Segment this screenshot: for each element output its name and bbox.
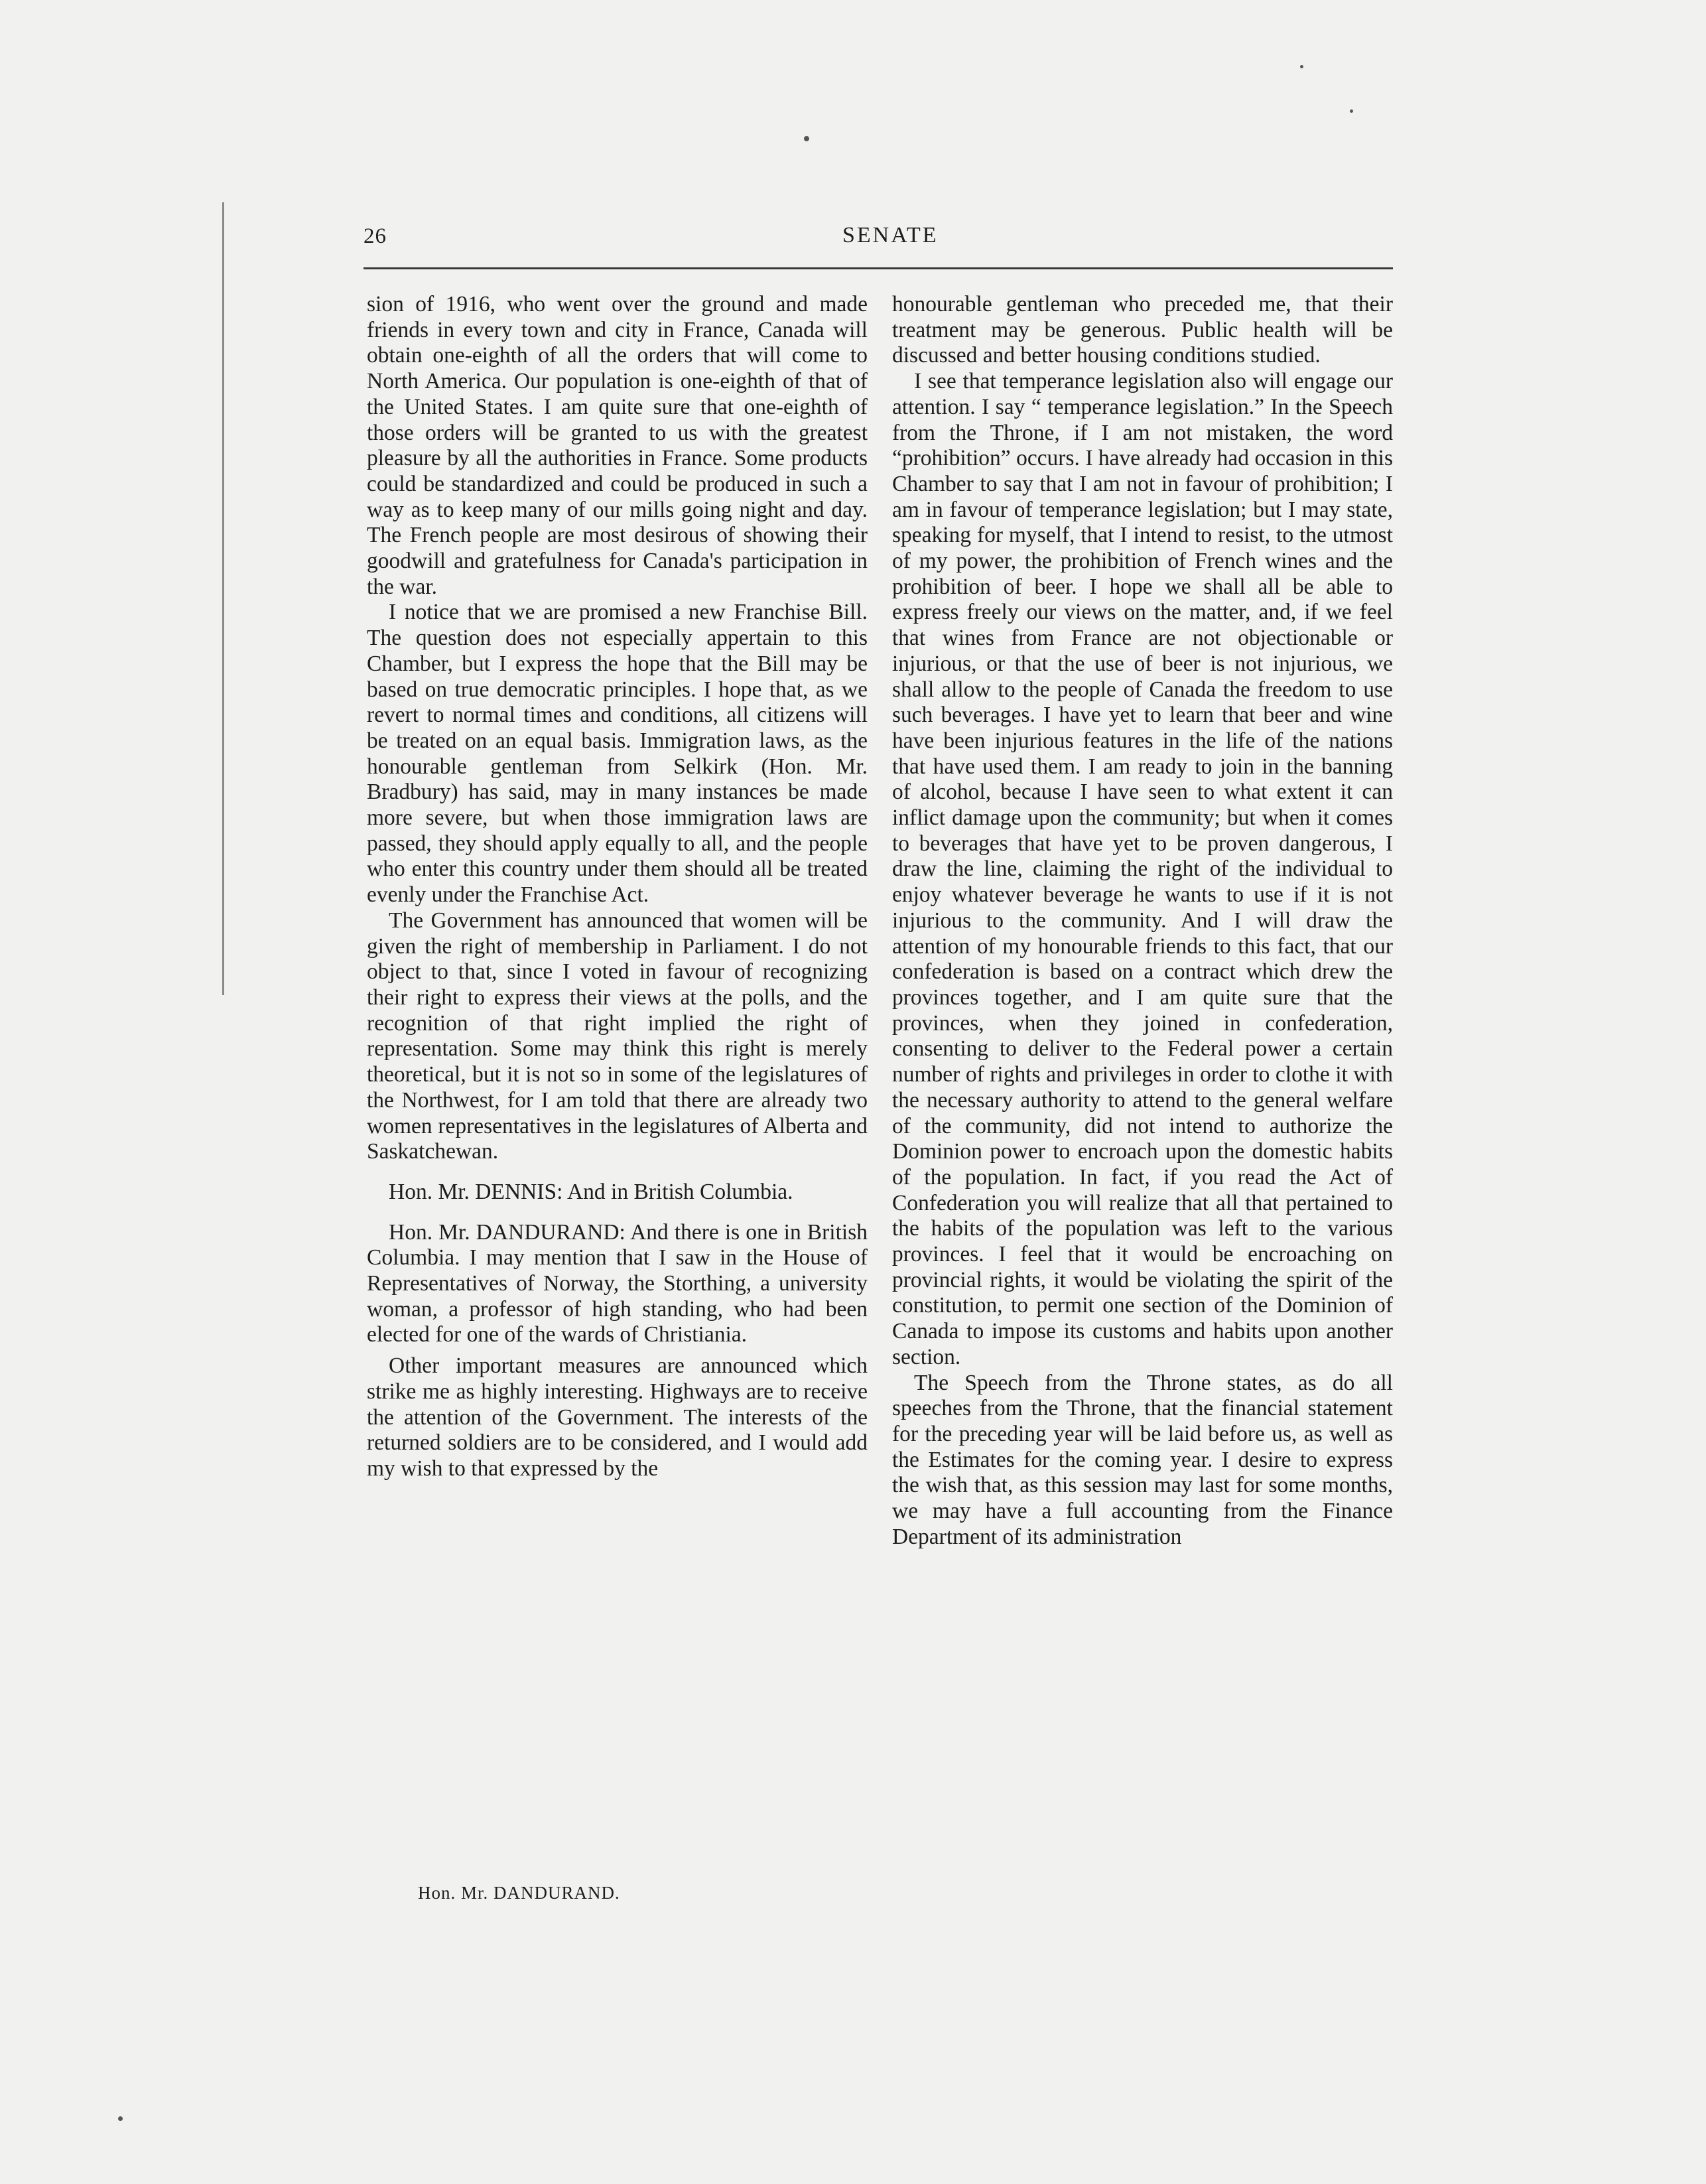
paragraph: Other important measures are announced which strike me as highly interesting. Highways are to receive the attention of the Government. The interests of the returned soldiers are to be considered, and I would add my wish to that expressed by the xyxy=(367,1353,868,1481)
scan-speck xyxy=(118,2116,123,2121)
running-head: SENATE xyxy=(842,223,939,247)
paragraph: The Speech from the Throne states, as do all speeches from the Throne, that the financial statement for the preceding year will be laid before us, as well as the Estimates for the coming year. I desire to express the wish that, as this session may last for some months, we may have a full accounting from the Finance Department of its administration xyxy=(892,1370,1393,1549)
footer-speaker-name: Hon. Mr. DANDURAND. xyxy=(418,1883,620,1903)
left-column xyxy=(367,292,868,1482)
binding-margin-line xyxy=(222,202,224,995)
paragraph: Hon. Mr. DANDURAND: And there is one in British Columbia. I may mention that I saw in the House of Representatives of Norway, the Storthing, a university woman, a professor of high standing, who had been elected for one of the wards of Christiania. xyxy=(367,1219,868,1347)
header-rule xyxy=(363,267,1393,269)
paragraph: I see that temperance legislation also will engage our attention. I say “ temperance legislation.” In the Speech from the Throne, if I am not mistaken, the word “prohibition” occurs. I have already had occasion in this Chamber to say that I am not in favour of prohibition; I am in favour of temperance legislation; but I may state, speaking for myself, that I intend to resist, to the utmost of my power, the prohibition of French wines and the prohibition of beer. I hope we shall all be able to express freely our views on the matter, and, if we feel that wines from France are not objectionable or injurious, or that the use of beer is not injurious, we shall allow to the people of Canada the freedom to use such beverages. I have yet to learn that beer and wine have been injurious features in the life of the nations that have used them. I am ready to join in the banning of alcohol, because I have seen to what extent it can inflict damage upon the community; but when it comes to beverages that have yet to be proven dangerous, I draw the line, claiming the right of the individual to enjoy whatever beverage he wants to use if it is not injurious to the community. And I will draw the attention of my honourable friends to this fact, that our confederation is based on a contract which drew the provinces together, and I am quite sure that the provinces, when they joined in confederation, consenting to deliver to the Federal power a certain number of rights and privileges in order to clothe it with the necessary authority to attend to the general welfare of the community, did not intend to authorize the Dominion power to encroach upon the domestic habits of the population. In fact, if you read the Act of Confederation you will realize that all that pertained to the habits of the population was left to the various provinces. I feel that it would be encroaching on provincial rights, it would be violating the spirit of the constitution, to permit one section of the Dominion of Canada to impose its customs and habits upon another section. xyxy=(892,369,1393,1369)
paragraph: I notice that we are promised a new Franchise Bill. The question does not especially appertain to this Chamber, but I express the hope that the Bill may be based on true democratic principles. I hope that, as we revert to normal times and conditions, all citizens will be treated on an equal basis. Immigration laws, as the honourable gentleman from Selkirk (Hon. Mr. Bradbury) has said, may in many instances be made more severe, but when those immigration laws are passed, they should apply equally to all, and the people who enter this country under them should all be treated evenly under the Franchise Act. xyxy=(367,600,868,908)
paragraph: The Government has announced that women will be given the right of membership in Parliament. I do not object to that, since I voted in favour of recognizing their right to express their views at the polls, and the recognition of that right implied the right of representation. Some may think this right is merely theoretical, but it is not so in some of the legislatures of the Northwest, for I am told that there are already two women representatives in the legislatures of Alberta and Saskatchewan. xyxy=(367,908,868,1164)
right-column xyxy=(892,292,1393,1550)
scan-speck xyxy=(1300,65,1303,68)
paragraph: sion of 1916, who went over the ground and made friends in every town and city in France, Canada will obtain one-eighth of all the orders that will come to North America. Our population is one-eighth of that of the United States. I am quite sure that one-eighth of those orders will be granted to us with the greatest pleasure by all the authorities in France. Some products could be standardized and could be produced in such a way as to keep many of our mills going night and day. The French people are most desirous of showing their goodwill and gratefulness for Canada's participation in the war. xyxy=(367,292,868,599)
paragraph: honourable gentleman who preceded me, that their treatment may be generous. Public health will be discussed and better housing conditions studied. xyxy=(892,292,1393,368)
speaker-interjection: Hon. Mr. DENNIS: And in British Columbia. xyxy=(389,1179,793,1204)
page-number: 26 xyxy=(363,224,387,248)
scan-speck xyxy=(1350,109,1353,113)
scan-speck xyxy=(804,136,809,141)
